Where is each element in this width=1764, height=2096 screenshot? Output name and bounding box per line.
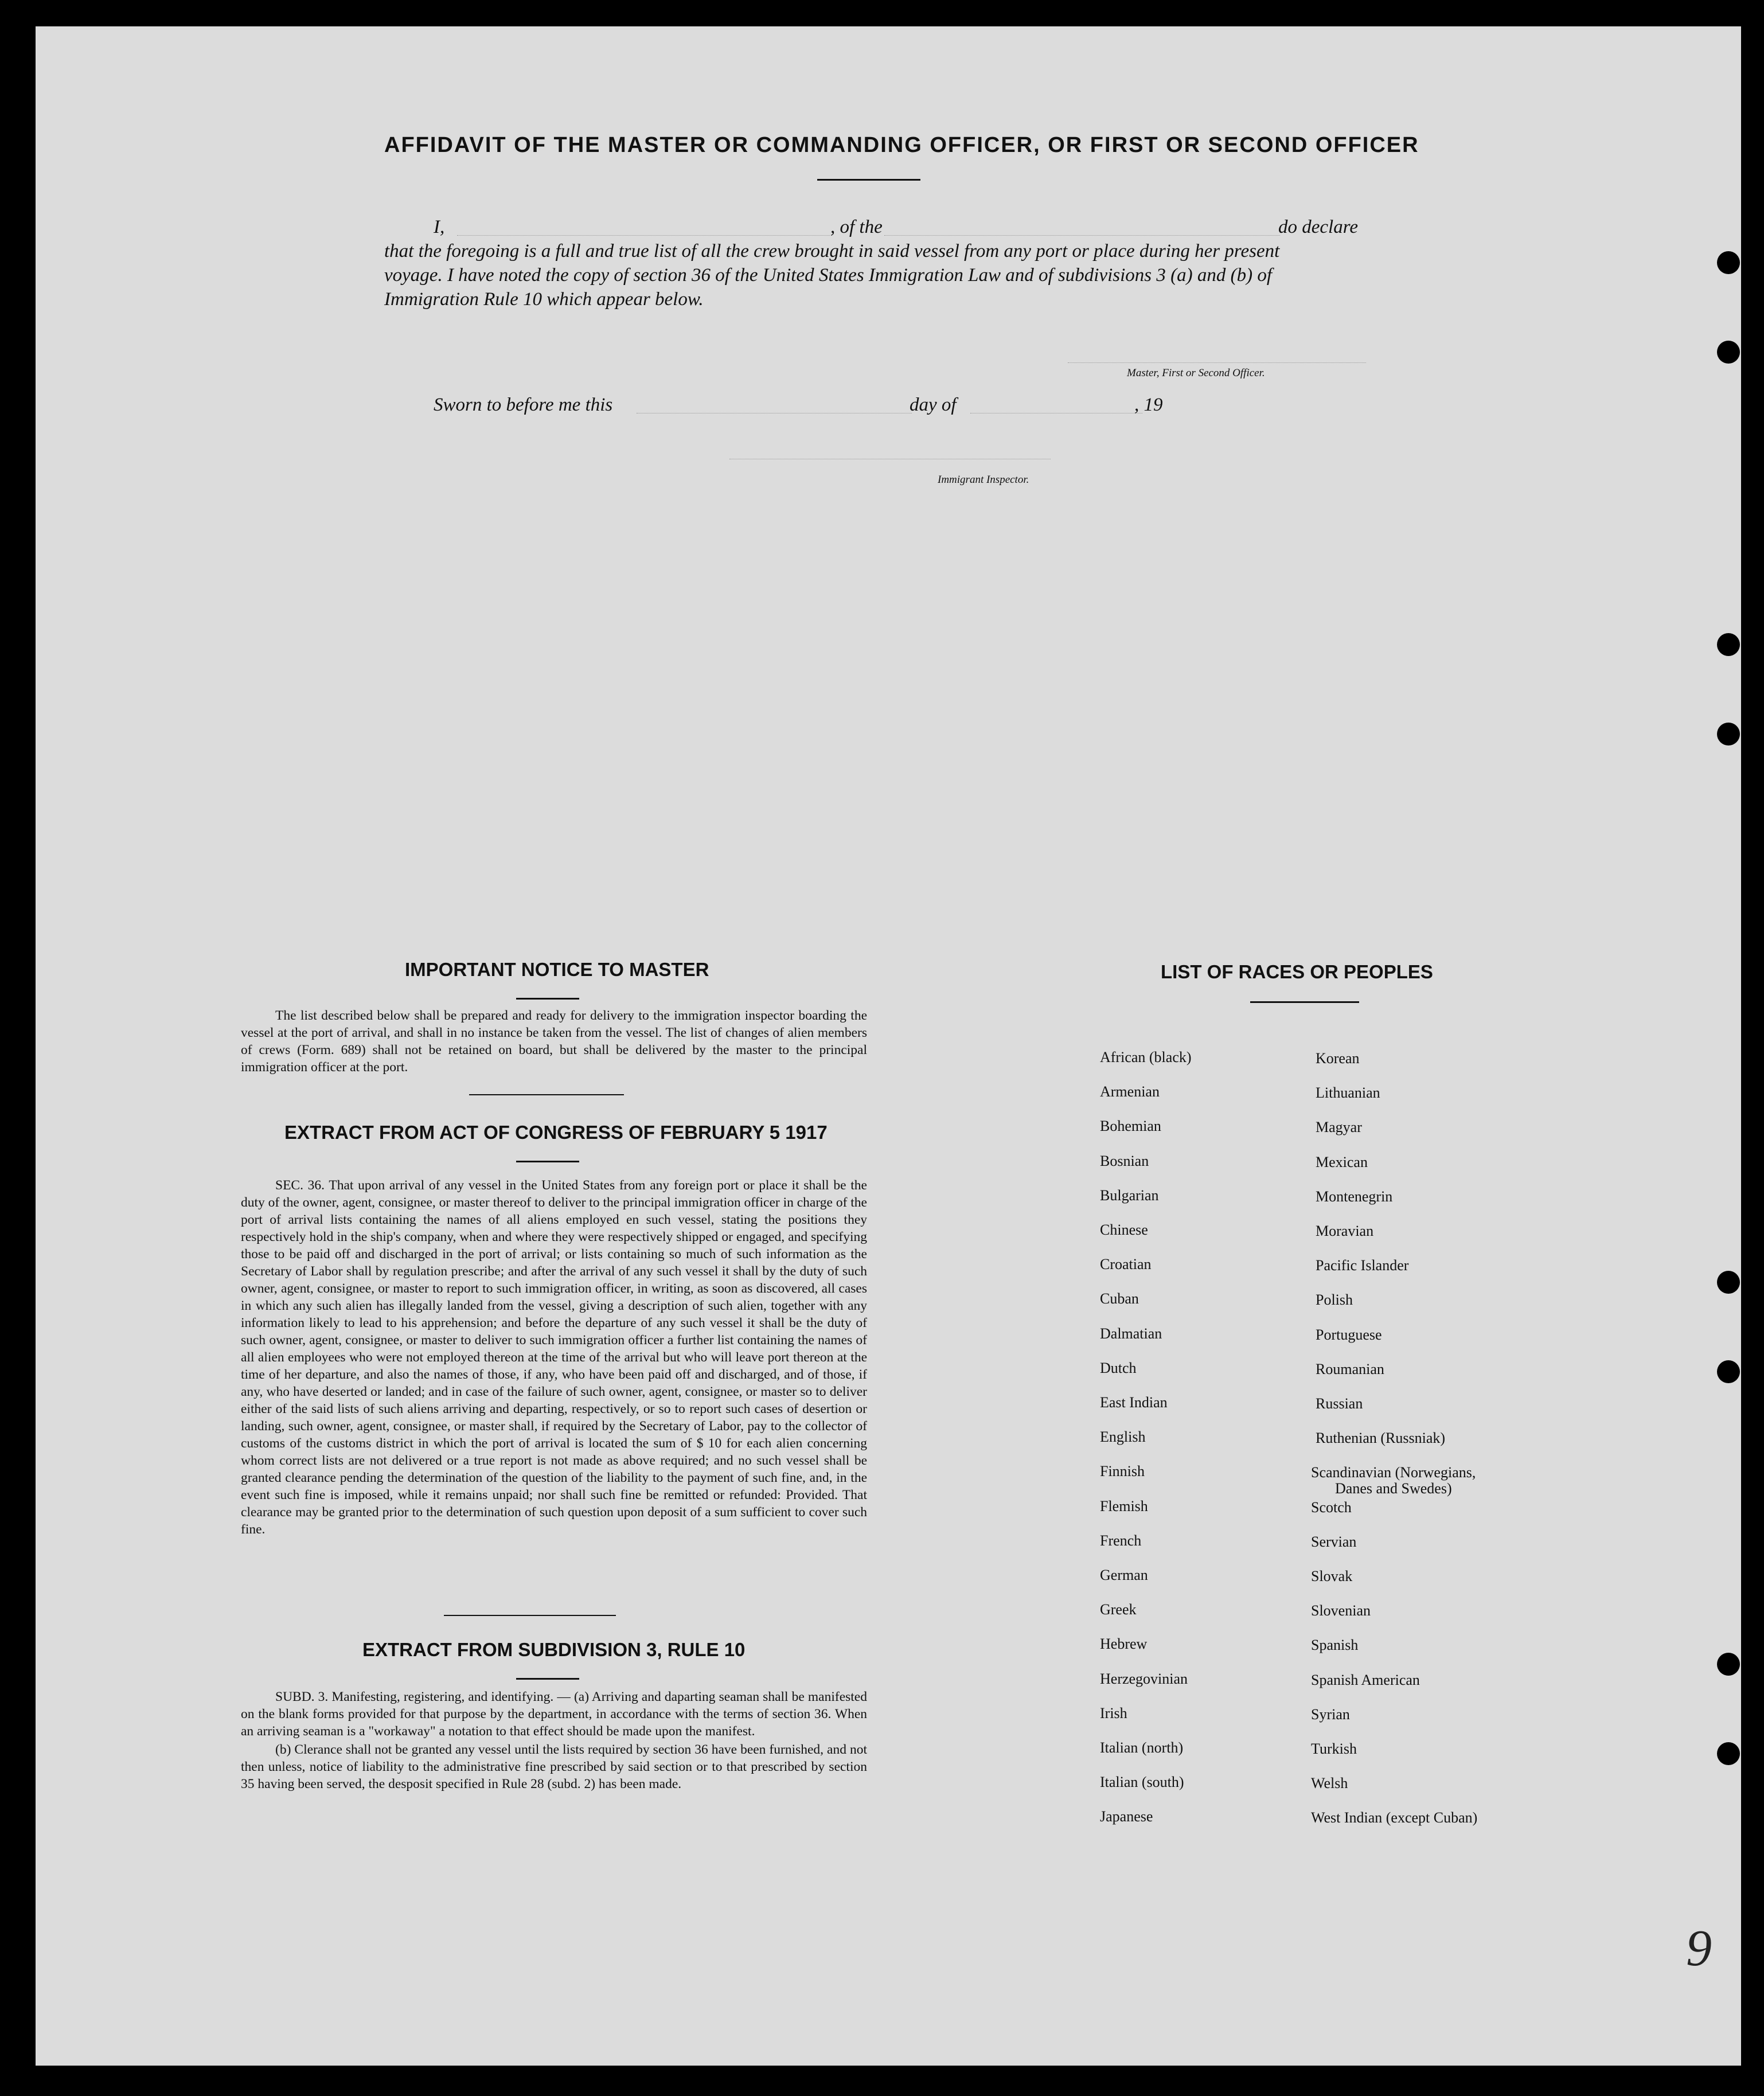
race-item: Italian (north) [1100,1739,1184,1756]
race-item: Russian [1316,1395,1363,1412]
race-item: Bohemian [1100,1118,1161,1135]
race-item: Bosnian [1100,1152,1149,1169]
race-item: Magyar [1316,1119,1362,1136]
act-title: EXTRACT FROM ACT OF CONGRESS OF FEBRUARY 5 1917 [284,1122,828,1143]
race-item: Irish [1100,1704,1127,1722]
affidavit-declarant-prefix: I, [434,217,445,237]
notice-paragraph: The list described below shall be prepared and ready for delivery to the immigration inspector boarding the vessel at the port of arrival, and shall in no instance be taken from the vessel. The list of changes of alien members of crews (Form. 689) shall not be retained on board, but shall be delivered by the master to the principal immigration officer at the port. [241,1008,867,1075]
race-item: Spanish [1311,1637,1359,1654]
affidavit-line-2: that the foregoing is a full and true list of all the crew brought in said vessel from any port or place during her present [384,241,1280,261]
race-item: Slovenian [1311,1602,1371,1619]
affidavit-line-4: Immigration Rule 10 which appear below. [384,289,704,310]
sworn-text: Sworn to before me this [434,395,613,415]
race-item: Italian (south) [1100,1774,1184,1791]
signature-caption: Master, First or Second Officer. [1127,367,1265,379]
race-item: Dutch [1100,1359,1137,1376]
race-item: Turkish [1311,1740,1357,1757]
notice-text [241,1007,867,1077]
race-item: German [1100,1567,1148,1583]
binder-hole [1717,251,1740,274]
race-item: Flemish [1100,1497,1148,1515]
declarant-name-blank [457,234,830,236]
notice-title: IMPORTANT NOTICE TO MASTER [405,959,709,980]
race-item: Danes and Swedes) [1335,1480,1452,1497]
signature-line [1068,361,1366,363]
vessel-name-blank [884,234,1280,236]
race-item: Slovak [1311,1568,1353,1584]
act-text [241,1177,867,1539]
race-item: Hebrew [1100,1636,1148,1653]
rule-text [241,1688,867,1794]
race-item: Polish [1316,1291,1353,1309]
rule-paragraph-b: (b) Clerance shall not be granted any vessel until the lists required by section 36 have been furnished, and not then unless, notice of liability to the administrative fine prescribed by said section or to that prescribed by section 35 having been served, the desposit specified in Rule 28 (subd. 2) has been made. [241,1742,867,1791]
race-item: Ruthenian (Russniak) [1316,1430,1446,1447]
races-title-underline [1250,1001,1359,1003]
section-divider [444,1615,616,1616]
rule-title: EXTRACT FROM SUBDIVISION 3, RULE 10 [362,1639,746,1660]
binder-hole [1717,1360,1740,1383]
race-item: Spanish American [1311,1671,1420,1688]
binder-hole [1717,1653,1740,1676]
act-title-underline [516,1161,579,1162]
binder-hole [1717,341,1740,364]
race-item: Pacific Islander [1316,1257,1409,1274]
section-divider [469,1094,624,1095]
race-item: Servian [1311,1533,1357,1550]
rule-title-underline [516,1678,579,1680]
binder-hole [1717,633,1740,656]
race-item: Scandinavian (Norwegians, [1311,1464,1476,1481]
affidavit-line-3: voyage. I have noted the copy of section 36 of the United States Immigration Law and of subdivisions 3 (a) and (b) of [384,265,1273,286]
race-item: Welsh [1311,1775,1348,1792]
race-item: English [1100,1428,1146,1446]
affidavit-of-the: , of the [830,217,883,237]
race-item: Croatian [1100,1256,1152,1273]
race-item: Roumanian [1316,1360,1384,1377]
race-item: Finnish [1100,1463,1145,1480]
race-item: Syrian [1311,1705,1350,1723]
race-item: East Indian [1100,1394,1168,1411]
document-page [36,26,1741,2066]
race-item: Montenegrin [1316,1188,1393,1205]
inspector-signature-line [729,458,1051,459]
race-item: Mexican [1316,1153,1368,1170]
race-item: Herzegovinian [1100,1670,1188,1687]
year-text: , 19 [1134,395,1163,415]
affidavit-do-declare: do declare [1278,217,1358,237]
race-item: Lithuanian [1316,1084,1380,1102]
page-number-mark: 9 [1686,1920,1712,1977]
race-item: Dalmatian [1100,1325,1162,1342]
day-of-text: day of [910,395,957,415]
act-paragraph: SEC. 36. That upon arrival of any vessel in the United States from any foreign port or place it shall be the duty of the owner, agent, consignee, or master thereof to deliver to the principal immigration officer in charge of the port of arrival lists containing the names of all aliens employed en such vessel, stating the positions they respectively hold in the ship's company, when and where they were respectively shipped or engaged, and specifying those to be paid off and discharged in the port of arrival; or lists containing so much of such information as the Secretary of Labor shall by regulation prescribe; and after the arrival of any such vessel it shall by the duty of such owner, agent, consignee, or master to report to such immigration officer, in writing, as soon as discovered, all cases in which any such alien has illegally landed from the vessel, giving a description of such alien, together with any information likely to lead to his apprehension; and before the departure of any such vessel it shall be the duty of such owner, agent, consignee, or master to deliver to such immigration officer a further list containing the names of all alien employees who were not employed thereon at the time of the arrival but who will leave port thereon at the time of her departure, and also the names of those, if any, who have been paid off and discharged, and of those, if any, who have deserted or landed; and in case of the failure of such owner, agent, consignee, or master so to deliver either of the said lists of such aliens arriving and departing, respectively, or so to report such cases of desertion or landing, such owner, agent, consignee, or master shall, if required by the Secretary of Labor, pay to the collector of customs of the customs district in which the port of arrival is located the sum of $ 10 for each alien concerning whom correct lists are not delivered or a true report is not made as above required; and no such vessel shall be granted clearance pending the determination of the question of the liability to the payment of such fine, and, in the event such fine is imposed, while it remains unpaid; nor shall such fine be remitted or refunded: Provided. That clearance may be granted prior to the determination of such question upon deposit of a sum sufficient to cover such fine. [241,1178,867,1537]
notice-title-underline [516,998,579,1000]
races-title: LIST OF RACES OR PEOPLES [1161,961,1433,982]
race-item: West Indian (except Cuban) [1311,1809,1478,1826]
race-item: African (black) [1100,1049,1192,1065]
race-item: Greek [1100,1601,1137,1618]
race-item: Korean [1316,1050,1360,1067]
race-item: Moravian [1316,1223,1374,1239]
inspector-caption: Immigrant Inspector. [938,474,1029,486]
binder-hole [1717,723,1740,745]
race-item: Scotch [1311,1498,1352,1516]
race-item: French [1100,1532,1142,1549]
title-underline [817,179,920,181]
race-item: Portuguese [1316,1326,1382,1343]
sworn-month-blank [970,412,1142,413]
race-item: Japanese [1100,1808,1153,1825]
race-item: Cuban [1100,1290,1139,1307]
rule-paragraph-a: SUBD. 3. Manifesting, registering, and identifying. — (a) Arriving and daparting seaman shall be manifested on the blank forms provided for that purpose by the department, in accordance with the terms of section 36. When an arriving seaman is a "workaway" a notation to that effect should be made upon the manifest. [241,1689,867,1739]
race-item: Armenian [1100,1083,1160,1100]
race-item: Chinese [1100,1221,1148,1238]
sworn-day-blank [637,412,912,413]
binder-hole [1717,1742,1740,1765]
affidavit-title: AFFIDAVIT OF THE MASTER OR COMMANDING OFFICER, OR FIRST OR SECOND OFFICER [384,133,1419,157]
binder-hole [1717,1271,1740,1294]
race-item: Bulgarian [1100,1186,1159,1204]
